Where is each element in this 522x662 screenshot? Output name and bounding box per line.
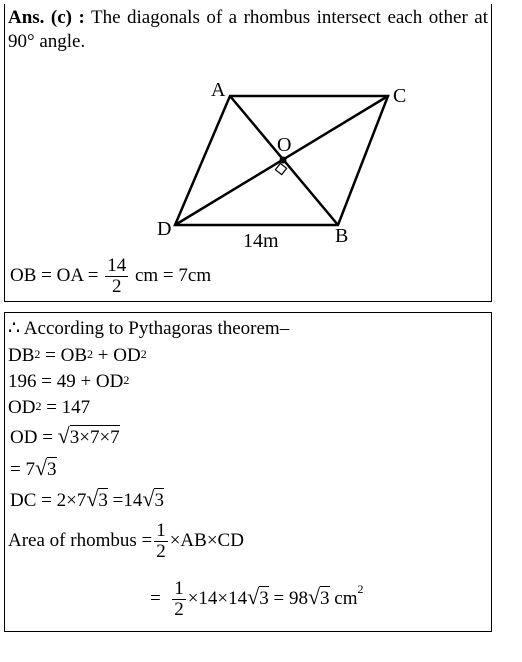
radical: √3×7×7 (57, 423, 120, 448)
label-d: D (157, 218, 172, 240)
rhombus-diagram (150, 78, 420, 253)
radical: √3 (307, 583, 330, 609)
center-point-o (280, 157, 287, 164)
eq-od-squared: $OD^2 = 147$ (8, 397, 91, 418)
radical: √3 (34, 455, 57, 480)
right-angle-marker (275, 163, 286, 174)
fraction-1-2: $\frac{1}{2}$ (174, 578, 184, 620)
answer-label: Ans. (c) : (8, 7, 85, 28)
fraction-1-2: $\frac{1}{2}$ (156, 520, 166, 562)
radical: √3 (86, 486, 108, 511)
eq-196: $196 = 49 + OD^2$ (8, 371, 130, 392)
eq-area-formula: Area of rhombus = $\frac{1}{2}$ ×AB×CD (8, 520, 244, 562)
eq-dc: DC = 2×7√3 =14√3 (10, 486, 164, 511)
eq-od-root: OD = √3×7×7 (10, 423, 120, 448)
answer-statement: The diagonals of a rhombus intersect each other at 90° angle. (8, 7, 488, 52)
radical: √3 (142, 486, 164, 511)
label-c: C (393, 85, 407, 107)
label-o: O (277, 134, 292, 156)
eq-area-result: = $\frac{1}{2}$ ×14×14√3 = 98√3 $cm^2$ (150, 578, 364, 620)
radical: √3 (247, 583, 269, 609)
label-b: B (335, 225, 349, 247)
pythagoras-line: ∴ According to Pythagoras theorem– (8, 318, 290, 339)
fraction-14-2: $\frac{14}{2}$ (107, 255, 127, 297)
eq-7root3: = 7√3 (10, 455, 57, 480)
label-side-length: 14m (243, 230, 279, 252)
answer-intro (8, 6, 488, 54)
eq-db-squared: $DB^2 = OB^2 + OD^2$ (8, 345, 147, 366)
eq-ob-oa: OB = OA = $\frac{14}{2}$ cm = 7cm (10, 255, 212, 297)
label-a: A (211, 79, 226, 101)
clipped-top-edge (0, 0, 522, 4)
